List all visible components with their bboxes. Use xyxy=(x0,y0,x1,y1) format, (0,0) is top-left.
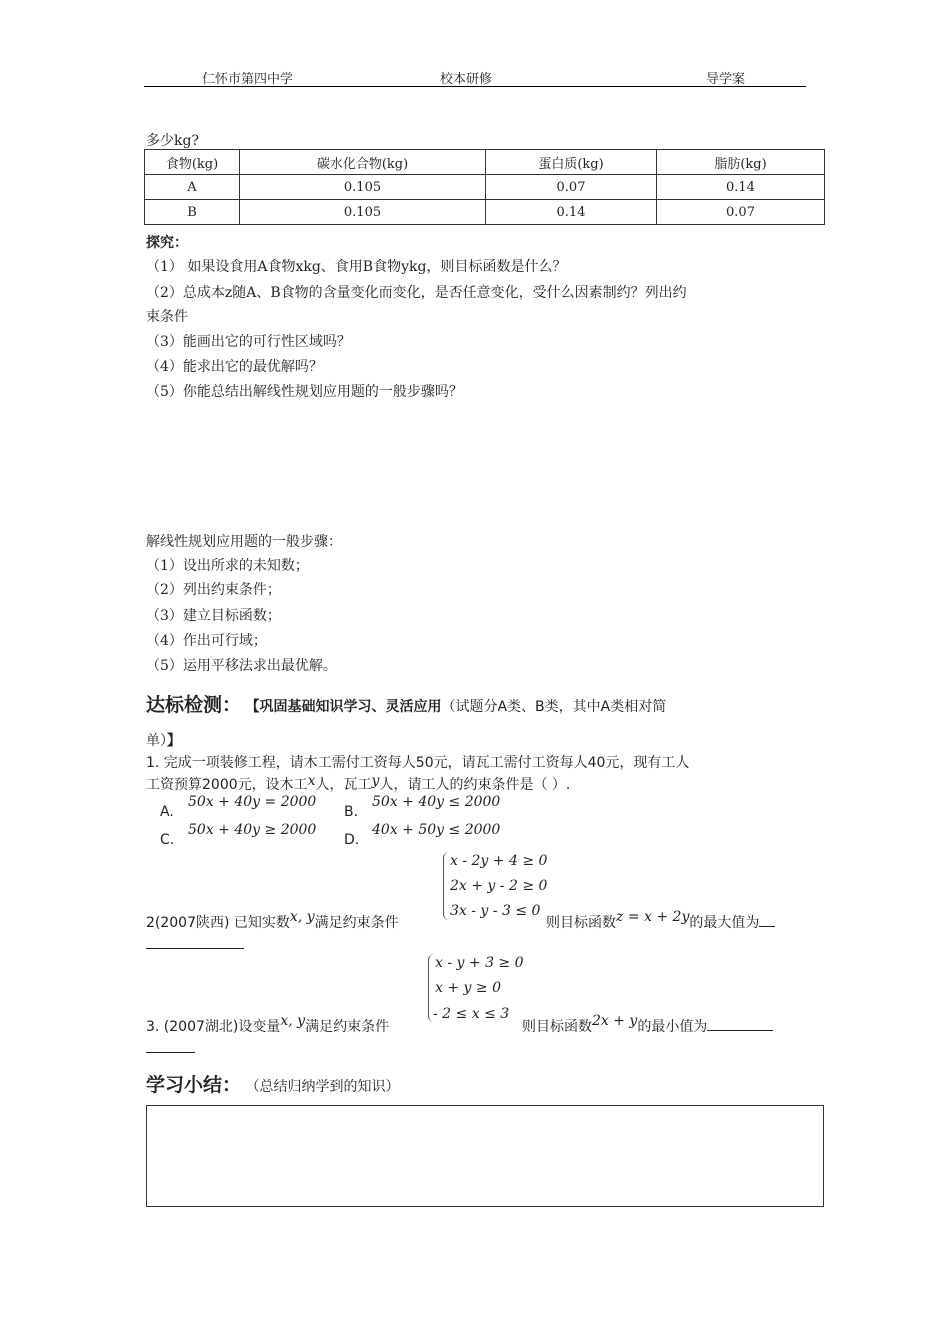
problem-2-text: 则目标函数 xyxy=(546,915,616,931)
problem-1-text: 人，请工人的约束条件是（ ）. xyxy=(379,777,571,793)
problem-1-line-2 xyxy=(146,774,570,794)
step-5: （5）运用平移法求出最优解。 xyxy=(146,658,337,674)
p3-constraint-2: x + y ≥ 0 xyxy=(435,980,501,996)
table-header: 食物(kg) xyxy=(145,150,240,175)
summary-heading xyxy=(146,1070,399,1097)
explore-q1: （1） 如果设食用A食物xkg、食用B食物ykg，则目标函数是什么？ xyxy=(146,259,567,275)
option-d: 40x + 50y ≤ 2000 xyxy=(372,822,501,838)
p2-constraint-1: x - 2y + 4 ≥ 0 xyxy=(450,853,548,869)
explore-q2: （2）总成本z随A、B食物的含量变化而变化，是否任意变化，受什么因素制约？列出约 xyxy=(146,285,687,301)
table-header: 蛋白质(kg) xyxy=(486,150,657,175)
step-2: （2）列出约束条件； xyxy=(146,582,281,598)
summary-note: （总结归纳学到的知识） xyxy=(245,1079,400,1095)
intro-tail: 多少kg? xyxy=(146,133,199,149)
table-cell: B xyxy=(145,200,240,225)
problem-2-objective-line xyxy=(546,909,775,932)
test-subtitle: 【巩固基础知识学习、灵活应用 xyxy=(245,699,442,715)
p2-vars: x, y xyxy=(289,909,315,925)
school-name: 仁怀市第四中学 xyxy=(202,72,294,87)
problem-3-text: 满足约束条件 xyxy=(305,1019,390,1035)
table-header: 脂肪(kg) xyxy=(657,150,825,175)
problem-3-objective-line xyxy=(522,1013,773,1036)
problem-2-line xyxy=(146,909,399,932)
test-note: （试题分A类、B类，其中A类相对简 xyxy=(441,699,667,715)
explore-q3: （3）能画出它的可行性区域吗？ xyxy=(146,334,351,350)
table-cell: A xyxy=(145,175,240,200)
problem-2-text: 2(2007陕西) 已知实数 xyxy=(146,915,290,931)
problem-3-text: 的最小值为 xyxy=(637,1019,708,1035)
problem-2-text: 的最大值为 xyxy=(689,915,760,931)
answer-blank xyxy=(707,1030,773,1031)
var-x: x xyxy=(307,773,316,789)
food-table xyxy=(144,149,825,225)
header-type: 导学案 xyxy=(706,72,746,87)
header-category: 校本研修 xyxy=(440,72,493,87)
answer-blank-cont xyxy=(146,948,244,949)
test-close: 】 xyxy=(167,733,181,749)
summary-box[interactable] xyxy=(146,1105,824,1207)
test-note-2: 单） xyxy=(146,733,167,749)
table-cell: 0.07 xyxy=(486,175,657,200)
table-cell: 0.105 xyxy=(240,175,486,200)
p2-constraint-3: 3x - y - 3 ≤ 0 xyxy=(450,903,541,919)
problem-1-text: 人，瓦工 xyxy=(315,777,372,793)
p2-objective: z = x + 2y xyxy=(616,909,690,925)
option-a: 50x + 40y = 2000 xyxy=(188,794,317,810)
table-row xyxy=(145,175,825,200)
table-cell: 0.105 xyxy=(240,200,486,225)
problem-3-text: 则目标函数 xyxy=(522,1019,592,1035)
problem-3-line xyxy=(146,1013,390,1036)
p3-vars: x, y xyxy=(280,1013,306,1029)
explore-title: 探究： xyxy=(146,235,188,251)
test-note-cont xyxy=(146,730,181,750)
answer-blank-cont xyxy=(146,1052,195,1053)
table-header-row xyxy=(145,150,825,175)
steps-title: 解线性规划应用题的一般步骤： xyxy=(146,534,342,550)
table-cell: 0.14 xyxy=(657,175,825,200)
answer-blank xyxy=(759,926,775,927)
p3-constraint-1: x - y + 3 ≥ 0 xyxy=(435,955,524,971)
option-d-label: D. xyxy=(344,832,360,848)
table-row xyxy=(145,200,825,225)
problem-1-line-1: 1. 完成一项装修工程，请木工需付工资每人50元，请瓦工需付工资每人40元，现有工人 xyxy=(146,755,690,771)
table-cell: 0.14 xyxy=(486,200,657,225)
problem-3-text: 3. (2007湖北)设变量 xyxy=(146,1019,281,1035)
p2-constraint-2: 2x + y - 2 ≥ 0 xyxy=(450,878,548,894)
explore-q4: （4）能求出它的最优解吗？ xyxy=(146,359,323,375)
option-b: 50x + 40y ≤ 2000 xyxy=(372,794,501,810)
p3-constraint-3: - 2 ≤ x ≤ 3 xyxy=(433,1006,510,1022)
option-c: 50x + 40y ≥ 2000 xyxy=(188,822,317,838)
p3-objective: 2x + y xyxy=(592,1013,638,1029)
option-a-label: A. xyxy=(160,804,174,820)
option-b-label: B. xyxy=(344,804,359,820)
explore-q2-cont: 束条件 xyxy=(146,309,188,325)
step-1: （1）设出所求的未知数； xyxy=(146,558,309,574)
table-cell: 0.07 xyxy=(657,200,825,225)
page-header xyxy=(144,66,806,87)
option-c-label: C. xyxy=(160,832,175,848)
step-4: （4）作出可行域； xyxy=(146,633,267,649)
var-y: y xyxy=(371,773,380,789)
explore-q5: （5）你能总结出解线性规划应用题的一般步骤吗？ xyxy=(146,384,463,400)
test-heading xyxy=(146,690,666,717)
step-3: （3）建立目标函数； xyxy=(146,608,281,624)
problem-1-text: 工资预算2000元，设木工 xyxy=(146,777,308,793)
summary-title: 学习小结： xyxy=(146,1074,242,1096)
test-title: 达标检测： xyxy=(146,694,242,716)
problem-2-text: 满足约束条件 xyxy=(314,915,399,931)
table-header: 碳水化合物(kg) xyxy=(240,150,486,175)
